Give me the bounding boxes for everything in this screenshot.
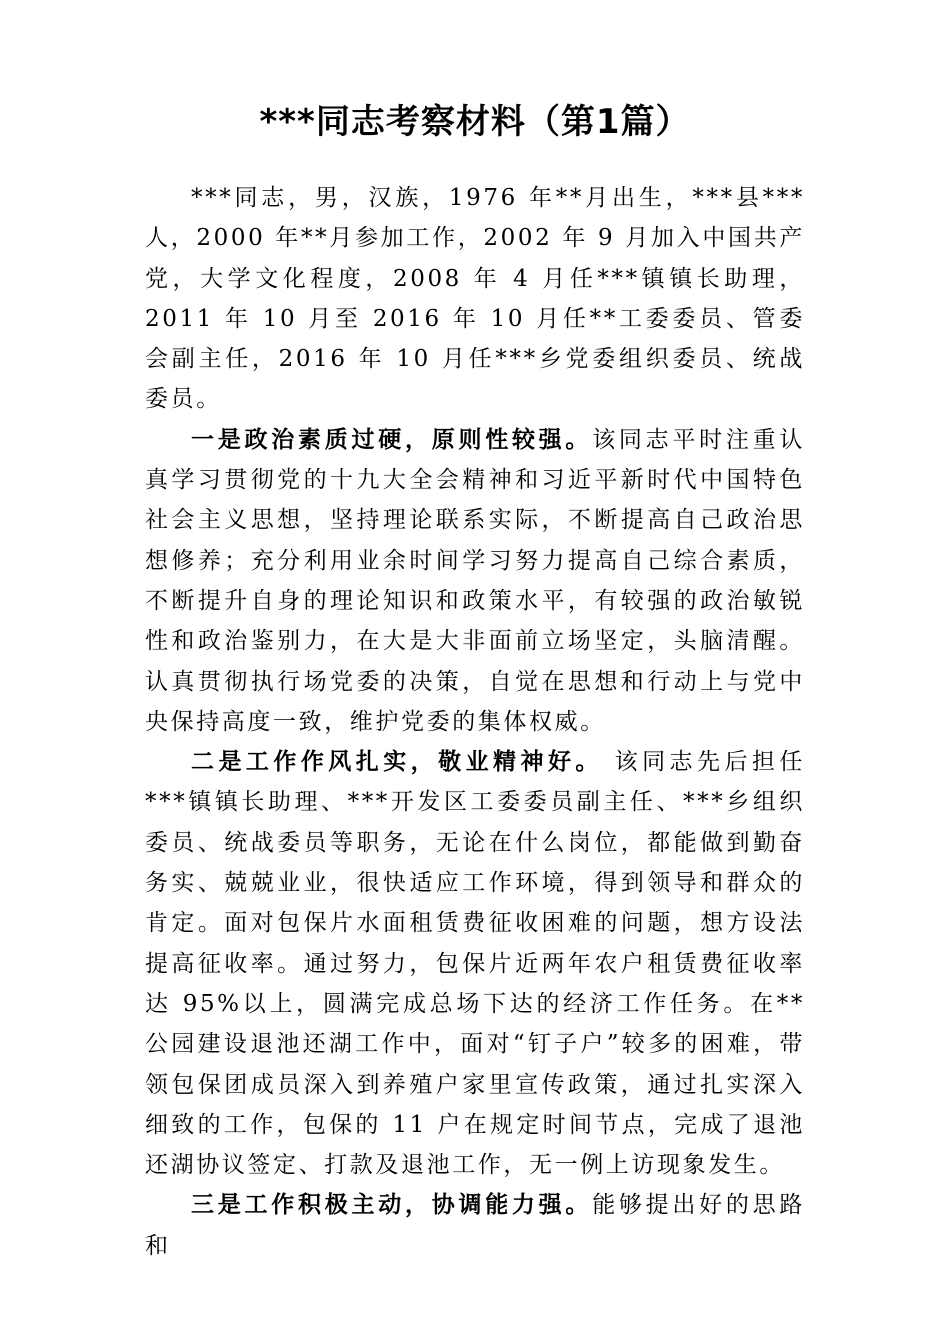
paragraph-political-quality-heading: 一是政治素质过硬，原则性较强。: [191, 425, 593, 453]
paragraph-work-style: [145, 742, 805, 1185]
paragraph-work-style-text: 该同志先后担任***镇镇长助理、***开发区工委委员副主任、***乡组织委员、统战委员等职务，无论在什么岗位，都能做到勤奋务实、兢兢业业，很快适应工作环境，得到领导和群众的肯定。面对包保片水面租赁费征收困难的问题，想方设法提高征收率。通过努力，包保片近两年农户租赁费征收率达 95%以上，圆满完成总场下达的经济工作任务。在**公园建设退池还湖工作中，面对“钉子户”较多的困难，带领包保团成员深入到养殖户家里宣传政策，通过扎实深入细致的工作，包保的 11 户在规定时间节点，完成了退池还湖协议签定、打款及退池工作，无一例上访现象发生。: [145, 749, 805, 1179]
paragraph-profile: [145, 178, 805, 420]
paragraph-initiative: [145, 1185, 805, 1266]
document-body: [145, 178, 805, 1266]
paragraph-political-quality-text: 该同志平时注重认真学习贯彻党的十九大全会精神和习近平新时代中国特色社会主义思想，坚持理论联系实际，不断提高自己政治思想修养；充分利用业余时间学习努力提高自己综合素质，不断提升自身的理论知识和政策水平，有较强的政治敏锐性和政治鉴别力，在大是大非面前立场坚定，头脑清醒。认真贯彻执行场党委的决策，自觉在思想和行动上与党中央保持高度一致，维护党委的集体权威。: [145, 426, 806, 735]
paragraph-work-style-heading: 二是工作作风扎实，敬业精神好。: [191, 748, 603, 776]
document-title: ***同志考察材料（第1篇）: [259, 101, 691, 142]
paragraph-profile-text: ***同志，男，汉族，1976 年**月出生，***县***人，2000 年**月参加工作，2002 年 9 月加入中国共产党，大学文化程度，2008 年 4 月任***镇镇长助理，2011 年 10 月至 2016 年 10 月任**工委委员、管委会副主任，2016 年 10 月任***乡党委组织委员、统战委员。: [145, 185, 805, 413]
paragraph-political-quality: [145, 420, 805, 742]
paragraph-initiative-heading: 三是工作积极主动，协调能力强。: [191, 1191, 593, 1219]
paragraph-initiative-text: 能够提出好的思路和: [145, 1192, 806, 1259]
